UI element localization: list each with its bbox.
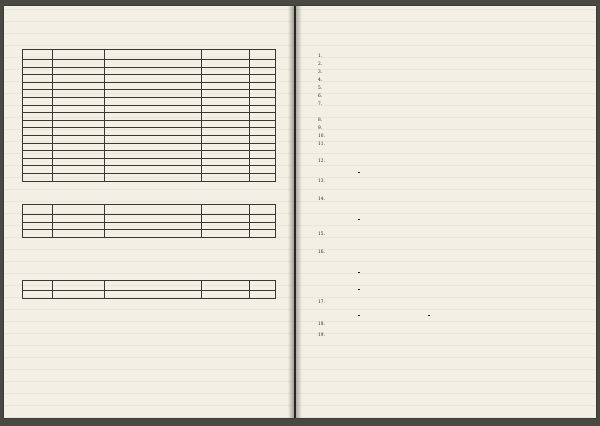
note-number: 3. bbox=[318, 70, 323, 75]
table-cell bbox=[250, 128, 276, 136]
table-cell bbox=[23, 90, 53, 98]
table-cell bbox=[23, 135, 53, 143]
col-header bbox=[202, 205, 250, 215]
table-cell bbox=[23, 215, 53, 223]
note-item bbox=[318, 94, 580, 99]
formula-numerator bbox=[358, 289, 360, 290]
table-cell bbox=[202, 105, 250, 113]
formula-fraction bbox=[358, 272, 360, 273]
note-item bbox=[318, 322, 580, 327]
formula-fraction bbox=[358, 219, 360, 220]
table-cell bbox=[23, 166, 53, 174]
table-cell bbox=[250, 158, 276, 166]
table-cell bbox=[52, 222, 104, 230]
note-item bbox=[318, 126, 580, 131]
table-cell bbox=[250, 151, 276, 159]
col-header bbox=[104, 50, 202, 60]
formula-numerator bbox=[358, 219, 360, 220]
table-cell bbox=[52, 215, 104, 223]
bleed-through-texture bbox=[296, 6, 596, 418]
table-cell bbox=[250, 166, 276, 174]
section-2-heading bbox=[22, 192, 78, 198]
col-header bbox=[23, 205, 53, 215]
table-cell bbox=[202, 222, 250, 230]
note-item bbox=[318, 118, 580, 123]
table-cell bbox=[104, 151, 202, 159]
note-item bbox=[318, 179, 580, 184]
table-row bbox=[23, 151, 276, 159]
table-cell bbox=[52, 97, 104, 105]
table-row bbox=[23, 120, 276, 128]
col-header bbox=[202, 50, 250, 60]
table-cell bbox=[23, 173, 53, 181]
note-number: 11. bbox=[318, 142, 325, 147]
table-cell bbox=[23, 230, 53, 238]
table-cell bbox=[104, 173, 202, 181]
note-number: 8. bbox=[318, 118, 323, 123]
formula bbox=[358, 269, 360, 274]
table-cell bbox=[104, 75, 202, 83]
table-cell bbox=[23, 82, 53, 90]
table-cell bbox=[23, 97, 53, 105]
col-header bbox=[104, 205, 202, 215]
book-gutter bbox=[288, 6, 302, 418]
section-3-table bbox=[22, 280, 276, 299]
table-cell bbox=[23, 158, 53, 166]
table-cell bbox=[104, 230, 202, 238]
table-cell bbox=[104, 90, 202, 98]
col-header bbox=[250, 205, 276, 215]
left-page bbox=[4, 6, 294, 418]
table-cell bbox=[52, 90, 104, 98]
table-cell bbox=[104, 166, 202, 174]
note-number: 9. bbox=[318, 126, 323, 131]
table-cell bbox=[202, 75, 250, 83]
table-cell bbox=[250, 173, 276, 181]
table-cell bbox=[104, 105, 202, 113]
note-number: 14. bbox=[318, 197, 325, 202]
table-row bbox=[23, 75, 276, 83]
table-row bbox=[23, 291, 276, 299]
section-3-heading bbox=[22, 268, 74, 274]
note-number: 19. bbox=[318, 333, 325, 338]
table-cell bbox=[250, 143, 276, 151]
col-header bbox=[23, 50, 53, 60]
table-cell bbox=[202, 215, 250, 223]
table-cell bbox=[52, 128, 104, 136]
table-cell bbox=[52, 105, 104, 113]
col-header bbox=[250, 50, 276, 60]
table-cell bbox=[23, 222, 53, 230]
section-1-table bbox=[22, 49, 276, 182]
col-header bbox=[202, 281, 250, 291]
table-cell bbox=[202, 97, 250, 105]
table-cell bbox=[104, 97, 202, 105]
note-number: 10. bbox=[318, 134, 325, 139]
note-item bbox=[318, 142, 580, 147]
table-cell bbox=[202, 291, 250, 299]
table-cell bbox=[23, 120, 53, 128]
note-number: 12. bbox=[318, 159, 325, 164]
table-cell bbox=[104, 120, 202, 128]
table-cell bbox=[202, 158, 250, 166]
col-header bbox=[52, 50, 104, 60]
note-number: 16. bbox=[318, 250, 325, 255]
table-cell bbox=[52, 166, 104, 174]
formula-fraction bbox=[358, 289, 360, 290]
table-cell bbox=[250, 135, 276, 143]
table-cell bbox=[202, 173, 250, 181]
note-number: 5. bbox=[318, 86, 323, 91]
formula-numerator bbox=[428, 315, 430, 316]
section-2-table bbox=[22, 204, 276, 238]
formula bbox=[358, 286, 360, 291]
note-item bbox=[318, 159, 580, 164]
note-item bbox=[318, 86, 580, 91]
table-row bbox=[23, 90, 276, 98]
col-header bbox=[52, 281, 104, 291]
note-number: 6. bbox=[318, 94, 323, 99]
table-cell bbox=[52, 75, 104, 83]
note-number: 4. bbox=[318, 78, 323, 83]
table-cell bbox=[250, 60, 276, 68]
col-header bbox=[23, 281, 53, 291]
table-cell bbox=[202, 90, 250, 98]
table-cell bbox=[52, 135, 104, 143]
note-item bbox=[318, 333, 580, 338]
table-cell bbox=[202, 60, 250, 68]
col-header bbox=[250, 281, 276, 291]
table-cell bbox=[104, 135, 202, 143]
note-item bbox=[318, 70, 580, 75]
note-number: 17. bbox=[318, 300, 325, 305]
formula bbox=[358, 169, 360, 174]
formula-numerator bbox=[358, 172, 360, 173]
table-cell bbox=[202, 82, 250, 90]
table-cell bbox=[52, 60, 104, 68]
table-cell bbox=[23, 143, 53, 151]
note-number: 2. bbox=[318, 62, 323, 67]
table-cell bbox=[52, 151, 104, 159]
table-cell bbox=[202, 128, 250, 136]
right-page bbox=[296, 6, 596, 418]
note-item bbox=[318, 102, 580, 107]
note-item bbox=[318, 300, 580, 305]
table-cell bbox=[52, 173, 104, 181]
formula bbox=[358, 312, 360, 317]
formula-fraction bbox=[358, 172, 360, 173]
table-cell bbox=[104, 158, 202, 166]
table-cell bbox=[104, 67, 202, 75]
table-cell bbox=[52, 120, 104, 128]
table-cell bbox=[104, 128, 202, 136]
section-3-header-row bbox=[23, 281, 276, 291]
note-item bbox=[318, 197, 580, 202]
table-cell bbox=[52, 291, 104, 299]
table-cell bbox=[250, 113, 276, 121]
table-cell bbox=[104, 215, 202, 223]
note-number: 7. bbox=[318, 102, 323, 107]
table-cell bbox=[250, 222, 276, 230]
table-cell bbox=[250, 75, 276, 83]
section-1-heading bbox=[22, 39, 54, 45]
table-cell bbox=[250, 97, 276, 105]
table-cell bbox=[250, 105, 276, 113]
table-cell bbox=[104, 222, 202, 230]
table-row bbox=[23, 158, 276, 166]
table-cell bbox=[202, 120, 250, 128]
table-row bbox=[23, 173, 276, 181]
table-row bbox=[23, 60, 276, 68]
table-row bbox=[23, 97, 276, 105]
note-item bbox=[318, 78, 580, 83]
table-cell bbox=[250, 67, 276, 75]
table-row bbox=[23, 105, 276, 113]
table-row bbox=[23, 135, 276, 143]
note-item bbox=[318, 134, 580, 139]
table-cell bbox=[23, 113, 53, 121]
table-cell bbox=[250, 90, 276, 98]
table-cell bbox=[52, 143, 104, 151]
formula-numerator bbox=[358, 272, 360, 273]
table-cell bbox=[23, 291, 53, 299]
col-header bbox=[104, 281, 202, 291]
note-number: 15. bbox=[318, 232, 325, 237]
table-cell bbox=[104, 82, 202, 90]
formula-fraction bbox=[428, 315, 430, 316]
table-cell bbox=[104, 143, 202, 151]
table-cell bbox=[23, 75, 53, 83]
table-cell bbox=[23, 151, 53, 159]
table-row bbox=[23, 113, 276, 121]
table-cell bbox=[104, 291, 202, 299]
table-row bbox=[23, 166, 276, 174]
table-cell bbox=[202, 67, 250, 75]
table-cell bbox=[202, 143, 250, 151]
table-cell bbox=[52, 113, 104, 121]
table-row bbox=[23, 143, 276, 151]
table-cell bbox=[52, 230, 104, 238]
table-cell bbox=[202, 151, 250, 159]
table-row bbox=[23, 222, 276, 230]
table-cell bbox=[104, 113, 202, 121]
table-cell bbox=[250, 82, 276, 90]
note-number: 13. bbox=[318, 179, 325, 184]
note-item bbox=[318, 62, 580, 67]
formula bbox=[428, 312, 430, 317]
table-cell bbox=[23, 128, 53, 136]
table-cell bbox=[250, 291, 276, 299]
formula bbox=[358, 216, 360, 221]
note-number: 18. bbox=[318, 322, 325, 327]
table-row bbox=[23, 128, 276, 136]
table-cell bbox=[52, 67, 104, 75]
formula-fraction bbox=[358, 315, 360, 316]
table-row bbox=[23, 82, 276, 90]
section-1-header-row bbox=[23, 50, 276, 60]
note-item bbox=[318, 232, 580, 237]
table-cell bbox=[23, 60, 53, 68]
table-row bbox=[23, 67, 276, 75]
table-cell bbox=[250, 230, 276, 238]
table-cell bbox=[202, 166, 250, 174]
table-cell bbox=[250, 120, 276, 128]
note-number: 1. bbox=[318, 54, 323, 59]
table-cell bbox=[202, 113, 250, 121]
table-row bbox=[23, 230, 276, 238]
table-cell bbox=[52, 82, 104, 90]
note-item bbox=[318, 54, 580, 59]
formula-numerator bbox=[358, 315, 360, 316]
table-cell bbox=[202, 135, 250, 143]
table-cell bbox=[23, 67, 53, 75]
note-item bbox=[318, 250, 580, 255]
table-row bbox=[23, 215, 276, 223]
section-2-header-row bbox=[23, 205, 276, 215]
col-header bbox=[52, 205, 104, 215]
table-cell bbox=[23, 105, 53, 113]
table-cell bbox=[52, 158, 104, 166]
table-cell bbox=[250, 215, 276, 223]
table-cell bbox=[104, 60, 202, 68]
table-cell bbox=[202, 230, 250, 238]
